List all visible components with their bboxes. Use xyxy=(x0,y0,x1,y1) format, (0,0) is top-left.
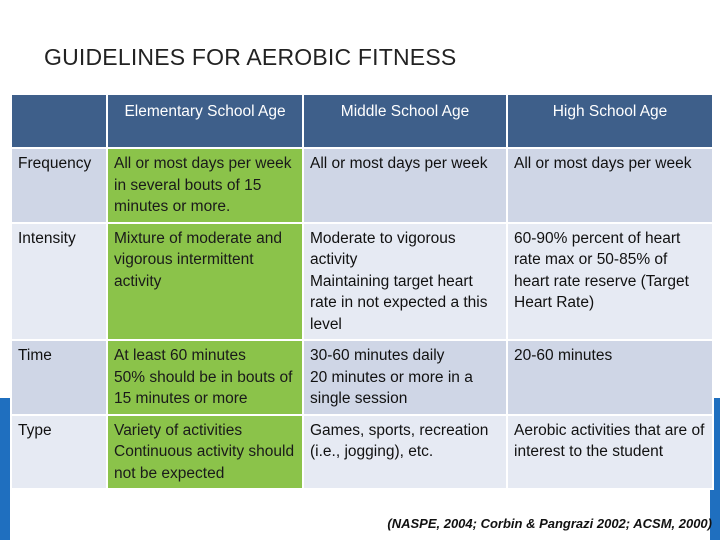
cell-time-middle xyxy=(303,340,507,415)
cell-type-elementary xyxy=(107,415,303,490)
header-blank xyxy=(11,94,107,148)
cell-text: 50% should be in bouts of 15 minutes or more xyxy=(114,368,293,407)
row-frequency xyxy=(11,148,713,223)
row-time xyxy=(11,340,713,415)
slide-title: GUIDELINES FOR AEROBIC FITNESS xyxy=(44,44,457,70)
cell-text: Moderate to vigorous activity xyxy=(310,229,456,268)
left-accent-bar xyxy=(0,398,10,540)
cell-text: Mixture of moderate and vigorous intermittent activity xyxy=(114,229,283,290)
header-elementary: Elementary School Age xyxy=(107,94,303,148)
cell-text: Continuous activity should not be expected xyxy=(114,443,295,482)
cell-frequency-high xyxy=(507,148,713,223)
cell-text: 20-60 minutes xyxy=(514,347,613,364)
cell-text: 20 minutes or more in a single session xyxy=(310,368,473,407)
cell-text: Aerobic activities that are of interest to the student xyxy=(514,421,705,460)
row-type xyxy=(11,415,713,490)
cell-time-elementary xyxy=(107,340,303,415)
citation: (NASPE, 2004; Corbin & Pangrazi 2002; ACSM, 2000) xyxy=(387,516,712,531)
cell-text: 60-90% percent of heart rate max or 50-85% of heart rate reserve (Target Heart Rate) xyxy=(514,229,689,311)
cell-type-high xyxy=(507,415,713,490)
cell-intensity-elementary xyxy=(107,223,303,341)
cell-text: All or most days per week xyxy=(310,155,488,172)
row-label-type: Type xyxy=(11,415,107,490)
row-label-intensity: Intensity xyxy=(11,223,107,341)
header-row xyxy=(11,94,713,148)
row-label-frequency: Frequency xyxy=(11,148,107,223)
cell-time-high xyxy=(507,340,713,415)
header-high: High School Age xyxy=(507,94,713,148)
cell-text: Maintaining target heart rate in not expected a this level xyxy=(310,272,488,333)
cell-text: All or most days per week xyxy=(514,155,692,172)
cell-text: All or most days per week in several bouts of 15 minutes or more. xyxy=(114,155,292,215)
cell-intensity-high xyxy=(507,223,713,341)
row-label-time: Time xyxy=(11,340,107,415)
row-intensity xyxy=(11,223,713,341)
guidelines-table xyxy=(10,93,714,490)
cell-frequency-elementary xyxy=(107,148,303,223)
header-middle: Middle School Age xyxy=(303,94,507,148)
cell-type-middle xyxy=(303,415,507,490)
cell-text: At least 60 minutes xyxy=(114,347,246,364)
cell-text: Variety of activities xyxy=(114,421,243,439)
cell-text: Games, sports, recreation (i.e., jogging), etc. xyxy=(310,421,489,460)
cell-text: 30-60 minutes daily xyxy=(310,347,445,364)
cell-intensity-middle xyxy=(303,223,507,341)
cell-frequency-middle xyxy=(303,148,507,223)
